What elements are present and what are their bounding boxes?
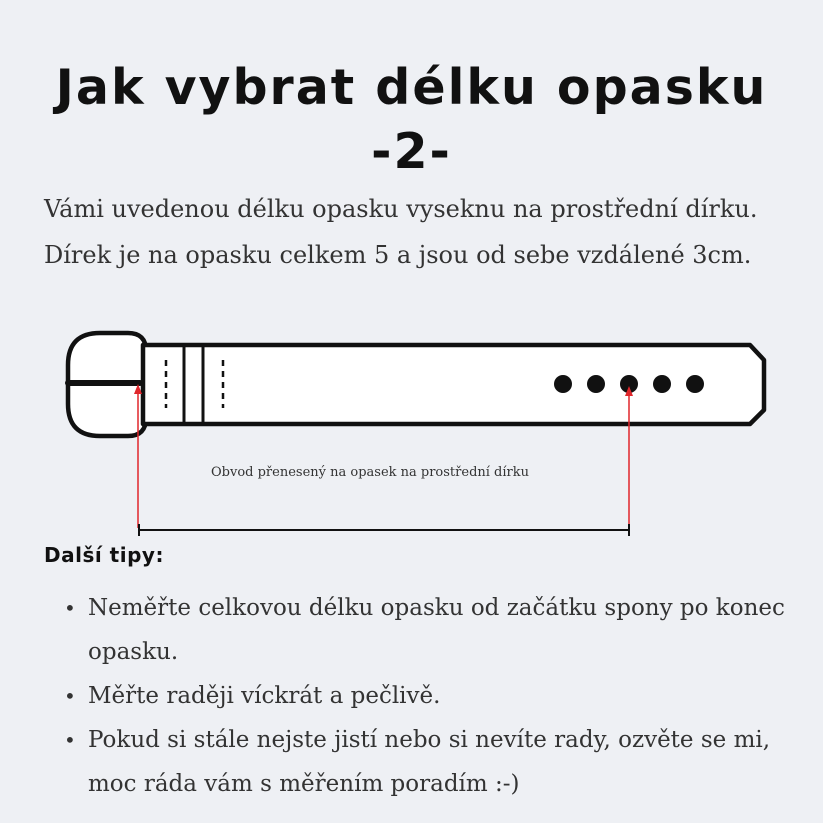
tip-text: Měřte raději víckrát a pečlivě. [88,683,441,709]
list-item [62,718,792,806]
tip-text: Neměřte celkovou délku opasku od začátku spony po konec opasku. [88,595,785,665]
tips-heading: Další tipy: [44,543,164,567]
belt-hole-4 [653,375,671,393]
diagram-caption: Obvod přenesený na opasek na prostřední dírku [211,465,529,480]
tip-text: Pokud si stále nejste jistí nebo si nevíte rady, ozvěte se mi, moc ráda vám s měřením poradím :-) [88,727,771,797]
belt-hole-5 [686,375,704,393]
belt-hole-1 [554,375,572,393]
list-item [62,674,792,718]
bullet-icon: • [64,684,76,708]
title-line-1: Jak vybrat délku opasku [55,59,768,116]
tips-list [62,586,792,806]
belt-hole-2 [587,375,605,393]
bullet-icon: • [64,596,76,620]
intro-text: Vámi uvedenou délku opasku vyseknu na prostřední dírku. Dírek je na opasku celkem 5 a jsou od sebe vzdálené 3cm. [44,195,758,269]
title-line-2: -2- [371,123,452,180]
bullet-icon: • [64,728,76,752]
list-item [62,586,792,674]
